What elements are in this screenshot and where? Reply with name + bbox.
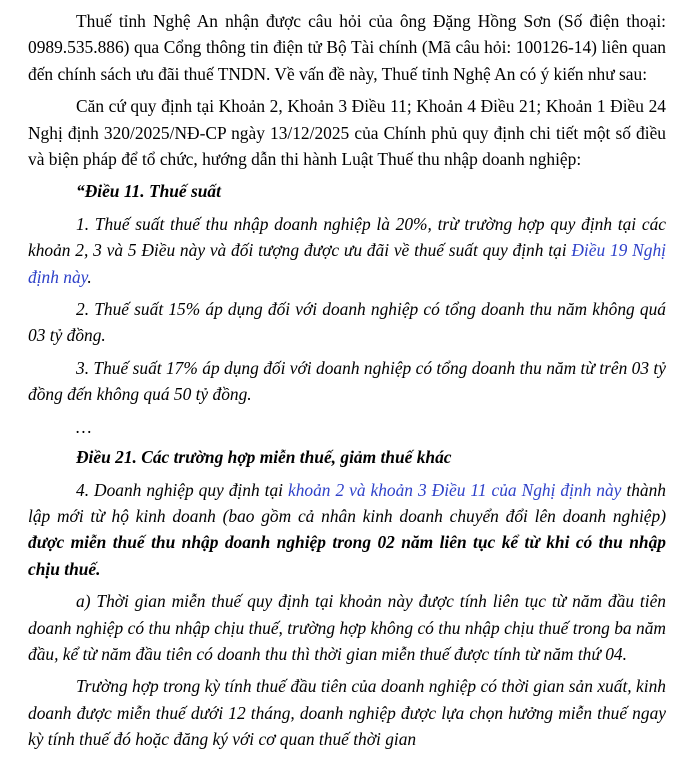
article-21-point-a: a) Thời gian miễn thuế quy định tại khoản này được tính liên tục từ năm đầu tiên doanh nghiệp có thu nhập chịu thuế, trường hợp không có thu nhập chịu thuế trong ba năm đầu, kể từ năm đầu tiên có doanh thu thì thời gian miễn thuế được tính từ năm thứ 04. — [28, 591, 666, 664]
article-11-clause-2: 2. Thuế suất 15% áp dụng đối với doanh nghiệp có tổng doanh thu năm không quá 03 tỷ đồng. — [28, 299, 666, 346]
clause-1-end: . — [87, 266, 92, 287]
clause-1-text: 1. Thuế suất thuế thu nhập doanh nghiệp là 20%, trừ trường hợp quy định tại các khoản 2, 3 và 5 Điều này và đối tượng được ưu đãi về thuế suất quy định tại — [28, 213, 666, 261]
article-19-link[interactable]: Điều 19 Nghị định này — [28, 240, 666, 287]
clause-4-text: 4. Doanh nghiệp quy định tại — [76, 479, 288, 500]
article-11-link[interactable]: khoản 2 và khoản 3 Điều 11 của Nghị định này — [287, 479, 622, 500]
omission-ellipsis: … — [76, 416, 92, 437]
legal-basis-paragraph: Căn cứ quy định tại Khoản 2, Khoản 3 Điều 11; Khoản 4 Điều 21; Khoản 1 Điều 24 Nghị định 320/2025/NĐ-CP ngày 13/12/2025 của Chính phủ quy định chi tiết một số điều và biện pháp để tổ chức, hướng dẫn thi hành Luật Thuế thu nhập doanh nghiệp: — [28, 96, 666, 170]
article-21-heading: Điều 21. Các trường hợp miễn thuế, giảm thuế khác — [76, 447, 452, 468]
article-11-clause-1 — [28, 211, 666, 290]
article-11-clause-3: 3. Thuế suất 17% áp dụng đối với doanh nghiệp có tổng doanh thu năm từ trên 03 tỷ đồng đến không quá 50 tỷ đồng. — [28, 357, 666, 405]
article-11-heading: “Điều 11. Thuế suất — [76, 181, 221, 202]
intro-paragraph: Thuế tỉnh Nghệ An nhận được câu hỏi của ông Đặng Hồng Sơn (Số điện thoại: 0989.535.886) qua Cổng thông tin điện tử Bộ Tài chính (Mã câu hỏi: 100126-14) liên quan đến chính sách ưu đãi thuế TNDN. Về vấn đề này, Thuế tỉnh Nghệ An có ý kiến như sau: — [28, 11, 666, 84]
article-21-clause-4 — [28, 477, 666, 583]
article-21-continuation: Trường hợp trong kỳ tính thuế đầu tiên của doanh nghiệp có thời gian sản xuất, kinh doanh được miễn thuế dưới 12 tháng, doanh nghiệp được lựa chọn hưởng miễn thuế ngay kỳ tính thuế đó hoặc đăng ký với cơ quan thuế thời gian — [28, 676, 666, 750]
clause-4-middle: thành lập mới từ hộ kinh doanh (bao gồm cả nhân kinh doanh chuyển đổi lên doanh nghiệp) — [28, 479, 666, 526]
clause-4-emphasis: được miễn thuế thu nhập doanh nghiệp trong 02 năm liên tục kể từ khi có thu nhập chịu thuế. — [28, 532, 666, 579]
